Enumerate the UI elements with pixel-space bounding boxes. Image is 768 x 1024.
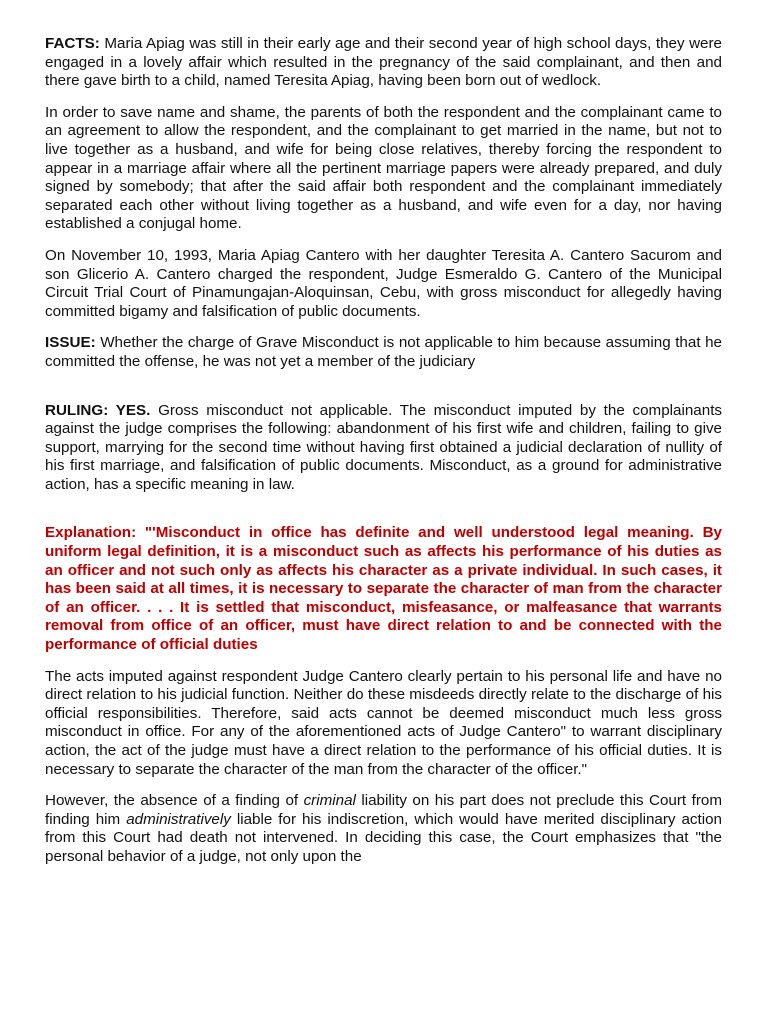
ruling-paragraph xyxy=(45,402,722,495)
facts-label: FACTS: xyxy=(45,35,100,52)
acts-paragraph: The acts imputed against respondent Judge Cantero clearly pertain to his personal life and have no direct relation to his judicial function. Neither do these misdeeds directly relate to the discharge of his official responsibilities. Therefore, said acts cannot be deemed misconduct much less gross misconduct in office. For any of the aforementioned acts of Judge Cantero" to warrant disciplinary action, the act of the judge must have a direct relation to the performance of his official duties. It is necessary to separate the character of the man from the character of the officer." xyxy=(45,667,722,778)
however-part-2: liability on his part does not preclude this Court from finding him xyxy=(45,792,722,828)
facts-paragraph xyxy=(45,35,722,91)
document-page xyxy=(45,35,722,880)
however-emphasis-administratively: administratively xyxy=(126,810,231,828)
issue-label: ISSUE: xyxy=(45,334,96,352)
issue-paragraph xyxy=(45,334,722,371)
issue-text: Whether the charge of Grave Misconduct is not applicable to him because assuming that he committed the offense, he was not yet a member of the judiciary xyxy=(45,334,722,370)
explanation-paragraph: Explanation: "'Misconduct in office has definite and well understood legal meaning. By uniform legal definition, it is a misconduct such as affects his performance of his duties as an officer and not such only as affects his character as a private individual. In such cases, it has been said at all times, it is necessary to separate the character of man from the character of an officer. . . . It is settled that misconduct, misfeasance, or malfeasance that warrants removal from office of an officer, must have direct relation to and be connected with the performance of official duties xyxy=(45,524,722,654)
however-part-3: liable for his indiscretion, which would have merited disciplinary action from this Court had death not intervened. In deciding this case, the Court emphasizes that "the personal behavior of a judge, not only upon the xyxy=(45,810,722,865)
however-emphasis-criminal: criminal xyxy=(303,792,356,810)
however-paragraph xyxy=(45,792,722,866)
ruling-text: Gross misconduct not applicable. The misconduct imputed by the complainants against the judge comprises the following: abandonment of his first wife and children, failing to give support, marrying for the second time without having first obtained a judicial declaration of nullity of his first marriage, and falsification of public documents. Misconduct, as a ground for administrative action, has a specific meaning in law. xyxy=(45,401,723,493)
charge-paragraph: On November 10, 1993, Maria Apiag Cantero with her daughter Teresita A. Cantero Sacurom and son Glicerio A. Cantero charged the respondent, Judge Esmeraldo G. Cantero of the Municipal Circuit Trial Court of Pinamungajan-Aloquinsan, Cebu, with gross misconduct for allegedly having committed bigamy and falsification of public documents. xyxy=(45,246,722,320)
ruling-label: RULING: YES. xyxy=(45,401,151,419)
agreement-paragraph: In order to save name and shame, the parents of both the respondent and the complainant came to an agreement to allow the respondent, and the complainant to get married in the name, but not to live together as a husband, and wife for being close relatives, thereby forcing the respondent to appear in a marriage affair where all the pertinent marriage papers were already prepared, and duly signed by somebody; that after the said affair both respondent and the complainant immediately separated each other without living together as a husband, and wife even for a day, nor having established a conjugal home. xyxy=(45,103,722,233)
facts-text: Maria Apiag was still in their early age and their second year of high school days, they were engaged in a lovely affair which resulted in the pregnancy of the said complainant, and then and there gave birth to a child, named Teresita Apiag, having been born out of wedlock. xyxy=(45,35,722,90)
however-part-1: However, the absence of a finding of xyxy=(45,792,304,810)
